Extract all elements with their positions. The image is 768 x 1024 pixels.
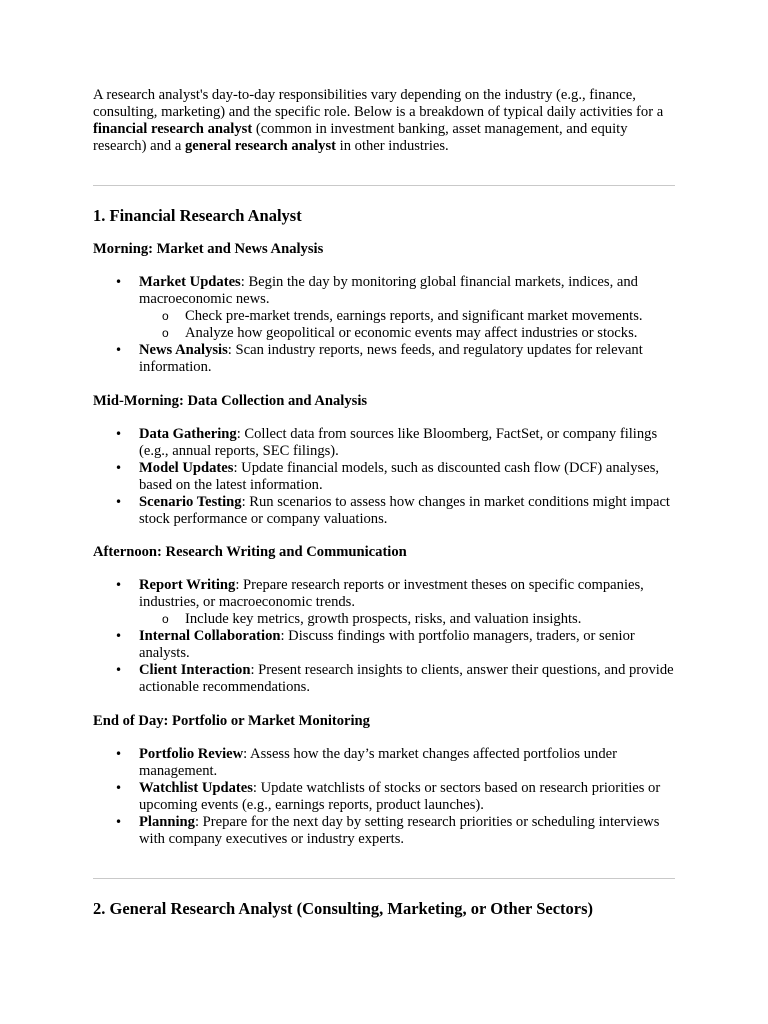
intro-text: A research analyst's day-to-day responsibilities vary depending on the industry (e.g., finance, consulting, marketing) and the specific role. Below is a breakdown of typical daily activities for a	[93, 87, 664, 120]
section-divider	[93, 878, 675, 879]
subheading-afternoon: Afternoon: Research Writing and Communication	[93, 544, 407, 560]
item-term: Report Writing	[139, 577, 236, 593]
item-text: : Discuss findings with portfolio managers, traders, or senior analysts.	[139, 628, 635, 661]
list-item	[139, 780, 675, 814]
list-item	[139, 662, 675, 696]
section-divider	[93, 185, 675, 186]
subheading-mid-morning: Mid-Morning: Data Collection and Analysis	[93, 393, 368, 409]
afternoon-list	[93, 577, 675, 696]
item-text: : Collect data from sources like Bloomberg, FactSet, or company filings (e.g., annual reports, SEC filings).	[139, 426, 658, 459]
item-text: : Run scenarios to assess how changes in market conditions might impact stock performance or company valuations.	[139, 494, 670, 527]
item-term: Portfolio Review	[139, 746, 244, 762]
item-term: Watchlist Updates	[139, 780, 253, 796]
item-term: Model Updates	[139, 460, 234, 476]
list-item	[139, 460, 675, 494]
subheading-end-of-day: End of Day: Portfolio or Market Monitoring	[93, 713, 370, 729]
item-term: Planning	[139, 814, 195, 830]
end-of-day-list	[93, 746, 675, 848]
subheading-morning: Morning: Market and News Analysis	[93, 241, 324, 257]
list-item	[139, 814, 675, 848]
item-text: : Prepare research reports or investment theses on specific companies, industries, or macroeconomic trends.	[139, 577, 644, 610]
sub-list	[139, 611, 675, 628]
list-item	[139, 577, 675, 628]
sub-list-item: o Analyze how geopolitical or economic events may affect industries or stocks.	[185, 325, 675, 342]
list-item	[139, 426, 675, 460]
list-item	[139, 494, 675, 528]
intro-text: (common in investment banking, asset management, and equity research) and a	[93, 121, 628, 154]
item-text: : Assess how the day’s market changes affected portfolios under management.	[139, 746, 617, 779]
item-term: Scenario Testing	[139, 494, 242, 510]
item-text: : Present research insights to clients, answer their questions, and provide actionable recommendations.	[139, 662, 674, 695]
item-term: Client Interaction	[139, 662, 251, 678]
intro-bold-term: financial research analyst	[93, 121, 253, 137]
sub-list-item: o Check pre-market trends, earnings reports, and significant market movements.	[185, 308, 675, 325]
section-heading-general: 2. General Research Analyst (Consulting, Marketing, or Other Sectors)	[93, 899, 593, 918]
section-heading-financial: 1. Financial Research Analyst	[93, 206, 302, 225]
item-text: : Begin the day by monitoring global financial markets, indices, and macroeconomic news.	[139, 274, 638, 307]
item-term: News Analysis	[139, 342, 228, 358]
item-term: Market Updates	[139, 274, 241, 290]
item-text: : Update financial models, such as discounted cash flow (DCF) analyses, based on the latest information.	[139, 460, 660, 493]
item-text: : Scan industry reports, news feeds, and regulatory updates for relevant information.	[139, 342, 643, 375]
item-term: Internal Collaboration	[139, 628, 281, 644]
item-text: : Update watchlists of stocks or sectors based on research priorities or upcoming events (e.g., earnings reports, product launches).	[139, 780, 661, 813]
intro-paragraph	[93, 87, 675, 155]
mid-morning-list	[93, 426, 675, 528]
sub-list	[139, 308, 675, 342]
item-text: : Prepare for the next day by setting research priorities or scheduling interviews with company executives or industry experts.	[139, 814, 660, 847]
intro-bold-term: general research analyst	[184, 138, 337, 154]
list-item	[139, 274, 675, 342]
morning-list	[93, 274, 675, 376]
list-item	[139, 628, 675, 662]
sub-list-item: o Include key metrics, growth prospects, risks, and valuation insights.	[185, 611, 675, 628]
list-item	[139, 342, 675, 376]
list-item	[139, 746, 675, 780]
intro-text: in other industries.	[336, 138, 449, 154]
item-term: Data Gathering	[139, 426, 237, 442]
